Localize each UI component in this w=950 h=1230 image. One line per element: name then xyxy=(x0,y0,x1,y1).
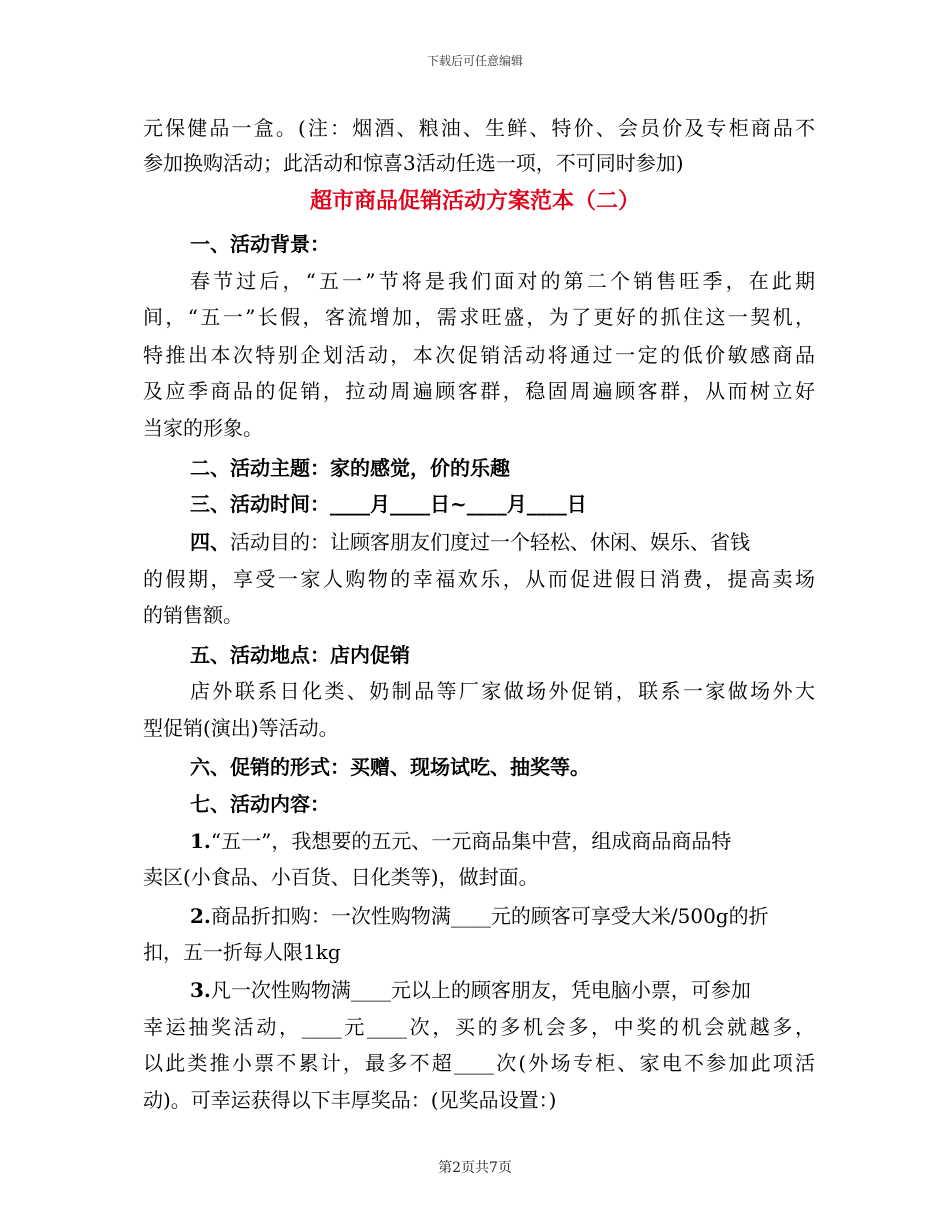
paragraph-line: 的销售额。 xyxy=(143,603,243,627)
paragraph-line: 的假期，享受一家人购物的幸福欢乐，从而促进假日消费，提高卖场 xyxy=(143,567,815,591)
paragraph-text: 活动目的：让顾客朋友们度过一个轻松、休闲、娱乐、省钱 xyxy=(230,530,750,554)
heading-theme: 二、活动主题：家的感觉，价的乐趣 xyxy=(190,456,510,480)
section-title: 超市商品促销活动方案范本（二） xyxy=(309,188,640,214)
paragraph-line: 幸运抽奖活动，____元____次，买的多机会多，中奖的机会就越多， xyxy=(143,1015,815,1039)
heading-time: 三、活动时间：____月____日~____月____日 xyxy=(190,492,587,516)
list-text: 商品折扣购：一次性购物满____元的顾客可享受大米/500g的折 xyxy=(210,904,769,928)
paragraph-line: 及应季商品的促销，拉动周遍顾客群，稳固周遍顾客群，从而树立好 xyxy=(143,379,815,403)
paragraph-line: 特推出本次特别企划活动，本次促销活动将通过一定的低价敏感商品 xyxy=(143,343,815,367)
paragraph-line: 以此类推小票不累计，最多不超____次(外场专柜、家电不参加此项活 xyxy=(143,1051,815,1075)
paragraph-line: 店外联系日化类、奶制品等厂家做场外促销，联系一家做场外大 xyxy=(190,679,815,703)
page-header: 下载后可任意编辑 xyxy=(426,54,523,68)
paragraph-line: 当家的形象。 xyxy=(143,416,263,440)
heading-background: 一、活动背景： xyxy=(190,232,330,256)
list-text: “五一”，我想要的五元、一元商品集中营，组成商品商品特 xyxy=(210,829,732,853)
list-item-1 xyxy=(190,826,815,856)
list-text: 凡一次性购物满____元以上的顾客朋友，凭电脑小票，可参加 xyxy=(210,978,751,1002)
heading-location: 五、活动地点：店内促销 xyxy=(190,643,410,667)
paragraph-line: 型促销(演出)等活动。 xyxy=(143,716,339,740)
heading-content: 七、活动内容： xyxy=(190,792,330,816)
paragraph-line-purpose xyxy=(190,527,815,557)
paragraph-line: 参加换购活动；此活动和惊喜3活动任选一项，不可同时参加) xyxy=(143,151,684,175)
list-number: 2. xyxy=(190,904,211,928)
paragraph-line: 元保健品一盒。(注：烟酒、粮油、生鲜、特价、会员价及专柜商品不 xyxy=(143,116,815,140)
list-item-3 xyxy=(190,975,815,1005)
paragraph-line: 卖区(小食品、小百货、日化类等)，做封面。 xyxy=(143,865,539,889)
list-item-2 xyxy=(190,901,815,931)
paragraph-line: 动)。可幸运获得以下丰厚奖品：(见奖品设置：) xyxy=(143,1088,557,1112)
paragraph-line: 间，“五一”长假，客流增加，需求旺盛，为了更好的抓住这一契机， xyxy=(143,305,815,329)
paragraph-line: 春节过后，“五一”节将是我们面对的第二个销售旺季，在此期 xyxy=(190,269,815,293)
list-number: 3. xyxy=(190,978,211,1002)
heading-number: 四、 xyxy=(190,530,230,554)
paragraph-line: 扣，五一折每人限1kg xyxy=(143,940,341,964)
heading-promotion-form: 六、促销的形式：买赠、现场试吃、抽奖等。 xyxy=(190,755,590,779)
list-number: 1. xyxy=(190,829,211,853)
page-footer: 第2页共7页 xyxy=(438,1160,512,1176)
